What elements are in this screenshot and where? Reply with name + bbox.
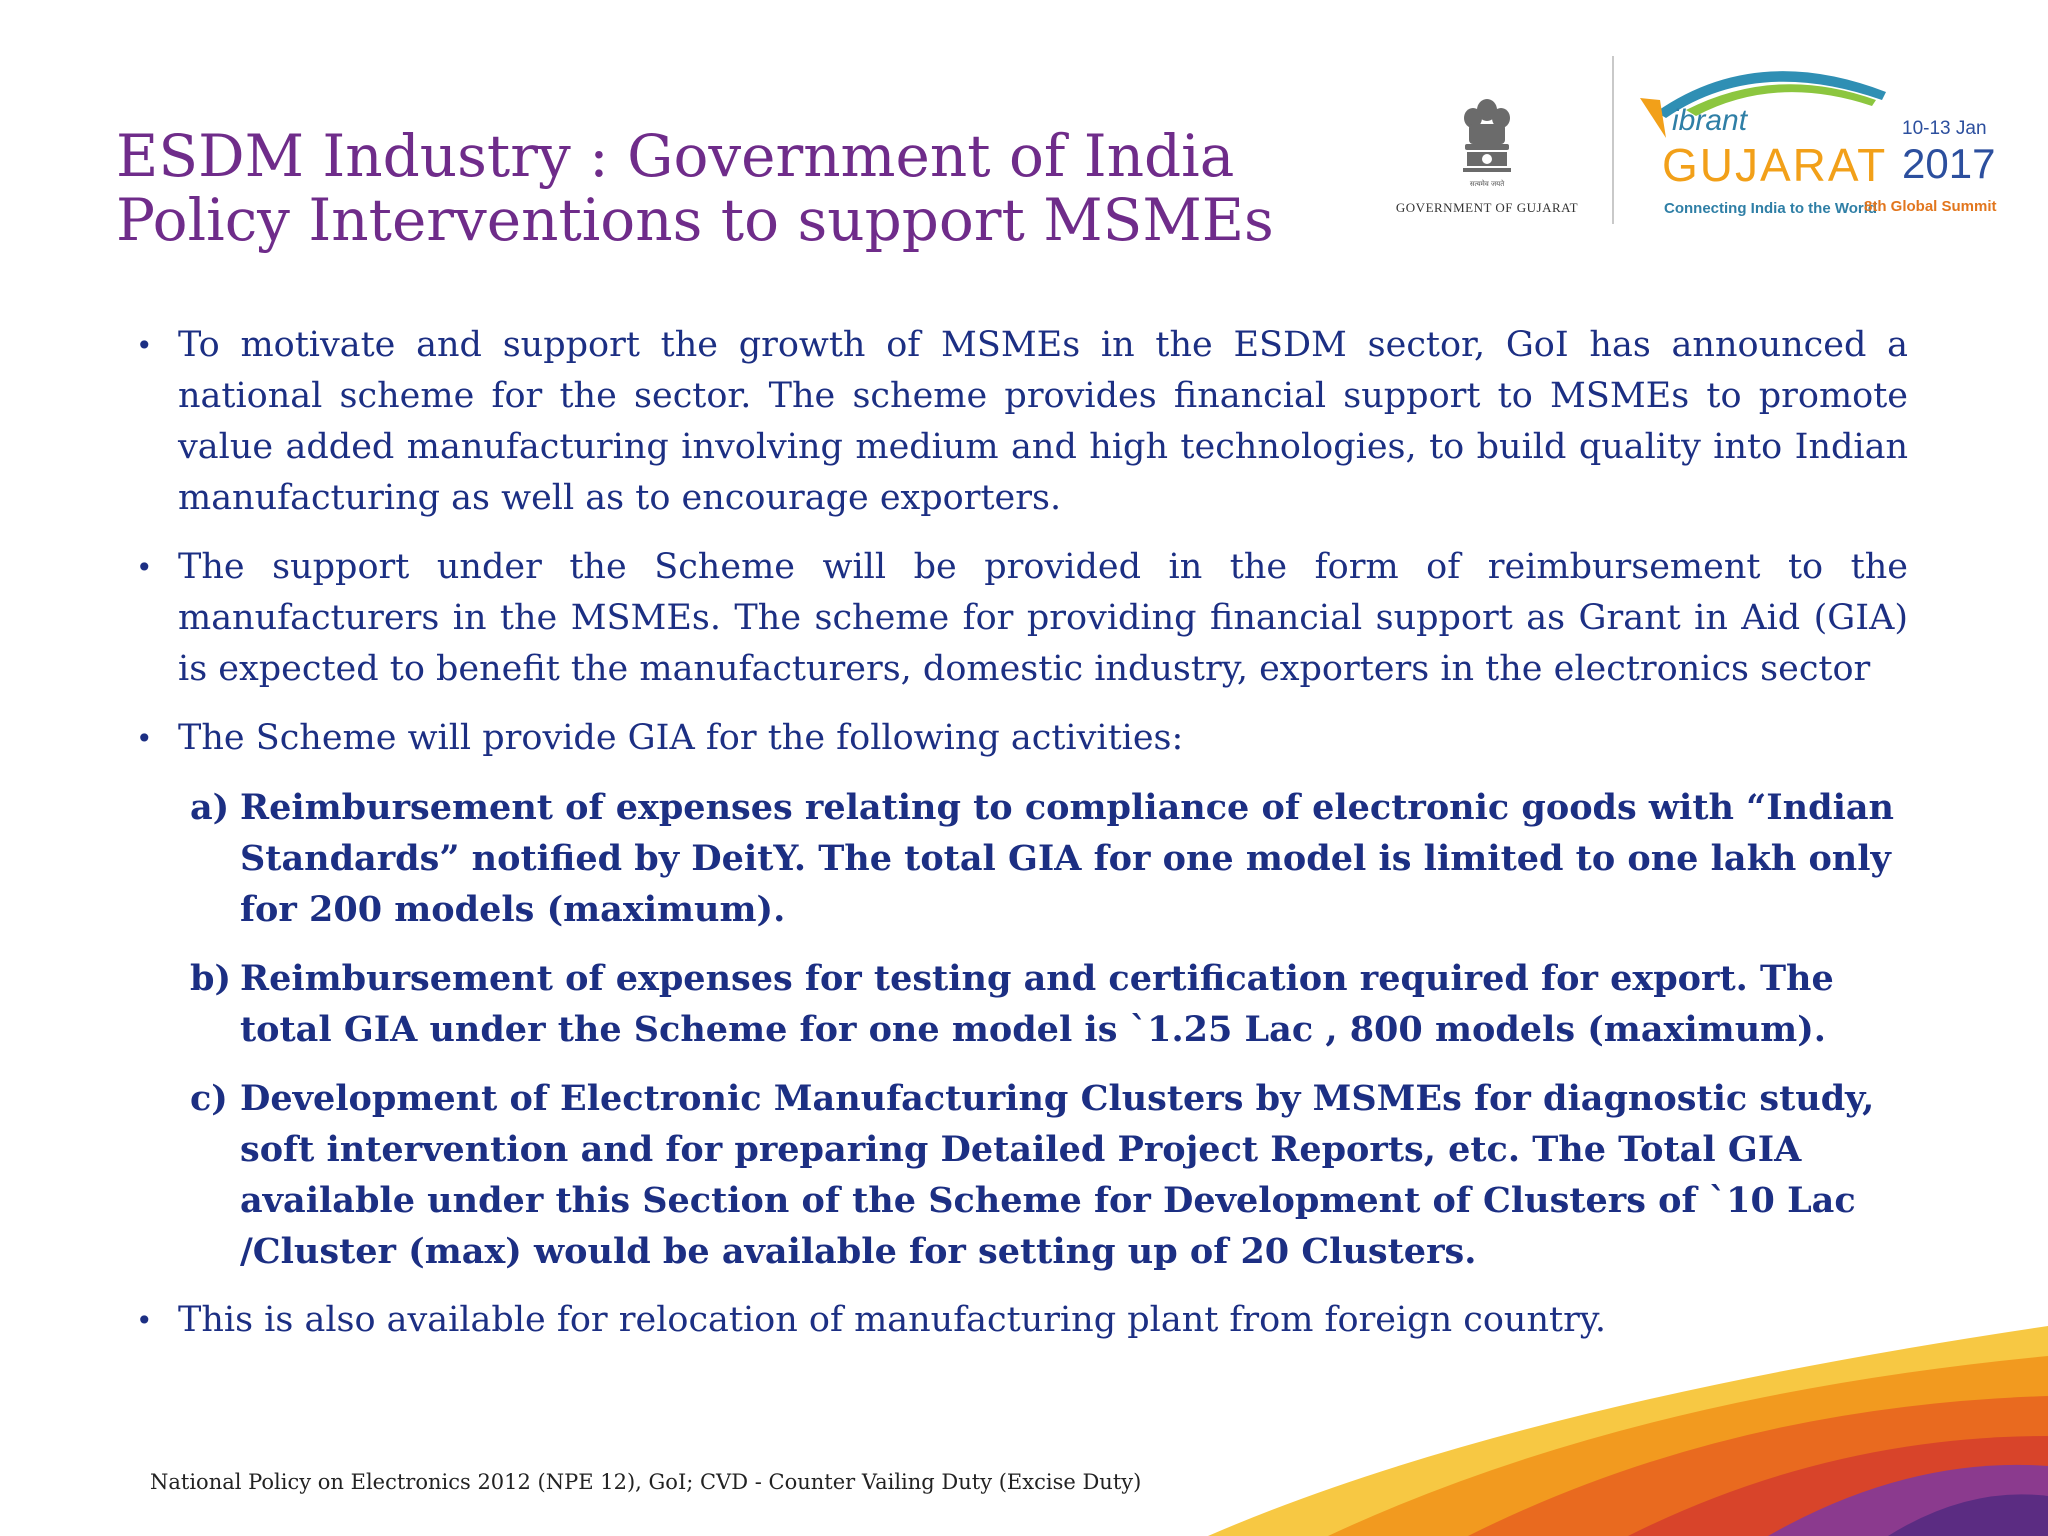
activity-text: Reimbursement of expenses relating to compliance of electronic goods with “Indian Standards” notified by DeitY. The total GIA for one model is limited to one lakh only for 200 models (maximum). xyxy=(240,787,1894,930)
activity-text: Reimbursement of expenses for testing and certification required for export. The total GIA under the Scheme for one model is `1.25 Lac , 800 models (maximum). xyxy=(240,958,1834,1050)
bullet-dot-icon: • xyxy=(136,722,153,755)
ashoka-emblem-icon xyxy=(1455,96,1519,196)
bullet-item xyxy=(136,542,1908,695)
activity-item-b xyxy=(136,953,1908,1055)
activity-letter: a) xyxy=(190,787,230,828)
page-title xyxy=(116,124,1274,252)
bullet-item xyxy=(136,713,1908,764)
activity-letter: c) xyxy=(190,1078,228,1119)
bullet-dot-icon: • xyxy=(136,551,153,584)
slide-body xyxy=(136,320,1908,1364)
vibrant-tagline: Connecting India to the World xyxy=(1664,200,1878,217)
vibrant-ibrant-text: ibrant xyxy=(1672,104,1748,137)
svg-text:सत्यमेव जयते: सत्यमेव जयते xyxy=(1469,180,1505,188)
logo-divider xyxy=(1612,56,1614,224)
vibrant-dates: 10-13 Jan xyxy=(1902,118,1987,139)
vibrant-summit: 8th Global Summit xyxy=(1864,198,1997,215)
title-line-1: ESDM Industry : Government of India xyxy=(116,122,1235,190)
bullet-text: The Scheme will provide GIA for the following activities: xyxy=(178,718,1184,758)
activity-item-a xyxy=(136,782,1908,935)
vibrant-gujarat-text: GUJARAT xyxy=(1662,139,1888,191)
bullet-item xyxy=(136,320,1908,524)
bullet-text: To motivate and support the growth of MSMEs in the ESDM sector, GoI has announced a national scheme for the sector. The scheme provides financial support to MSMEs to promote value added manufacturing involving medium and high technologies, to build quality into Indian manufacturing as well as to encourage exporters. xyxy=(178,325,1908,518)
activity-letter: b) xyxy=(190,958,232,999)
bullet-dot-icon: • xyxy=(136,329,153,362)
bullet-text: The support under the Scheme will be provided in the form of reimbursement to the manufacturers in the MSMEs. The scheme for providing financial support as Grant in Aid (GIA) is expected to benefit the manufacturers, domestic industry, exporters in the electronics sector xyxy=(178,547,1908,689)
activity-text: Development of Electronic Manufacturing Clusters by MSMEs for diagnostic study, soft intervention and for preparing Detailed Project Reports, etc. The Total GIA available under this Section of the Scheme for Development of Clusters of `10 Lac /Cluster (max) would be available for setting up of 20 Clusters. xyxy=(240,1078,1875,1272)
bullet-text: This is also available for relocation of manufacturing plant from foreign country. xyxy=(178,1300,1607,1340)
decorative-swoosh xyxy=(1208,1286,2048,1536)
bullet-dot-icon: • xyxy=(136,1304,153,1337)
government-caption: GOVERNMENT OF GUJARAT xyxy=(1395,200,1579,215)
title-line-2: Policy Interventions to support MSMEs xyxy=(116,186,1274,254)
government-logo xyxy=(1388,96,1586,226)
activity-item-c xyxy=(136,1073,1908,1277)
footnote: National Policy on Electronics 2012 (NPE 12), GoI; CVD - Counter Vailing Duty (Excise Duty) xyxy=(150,1470,1142,1494)
vibrant-gujarat-logo xyxy=(1626,52,1997,230)
vibrant-year: 2017 xyxy=(1902,140,1996,187)
